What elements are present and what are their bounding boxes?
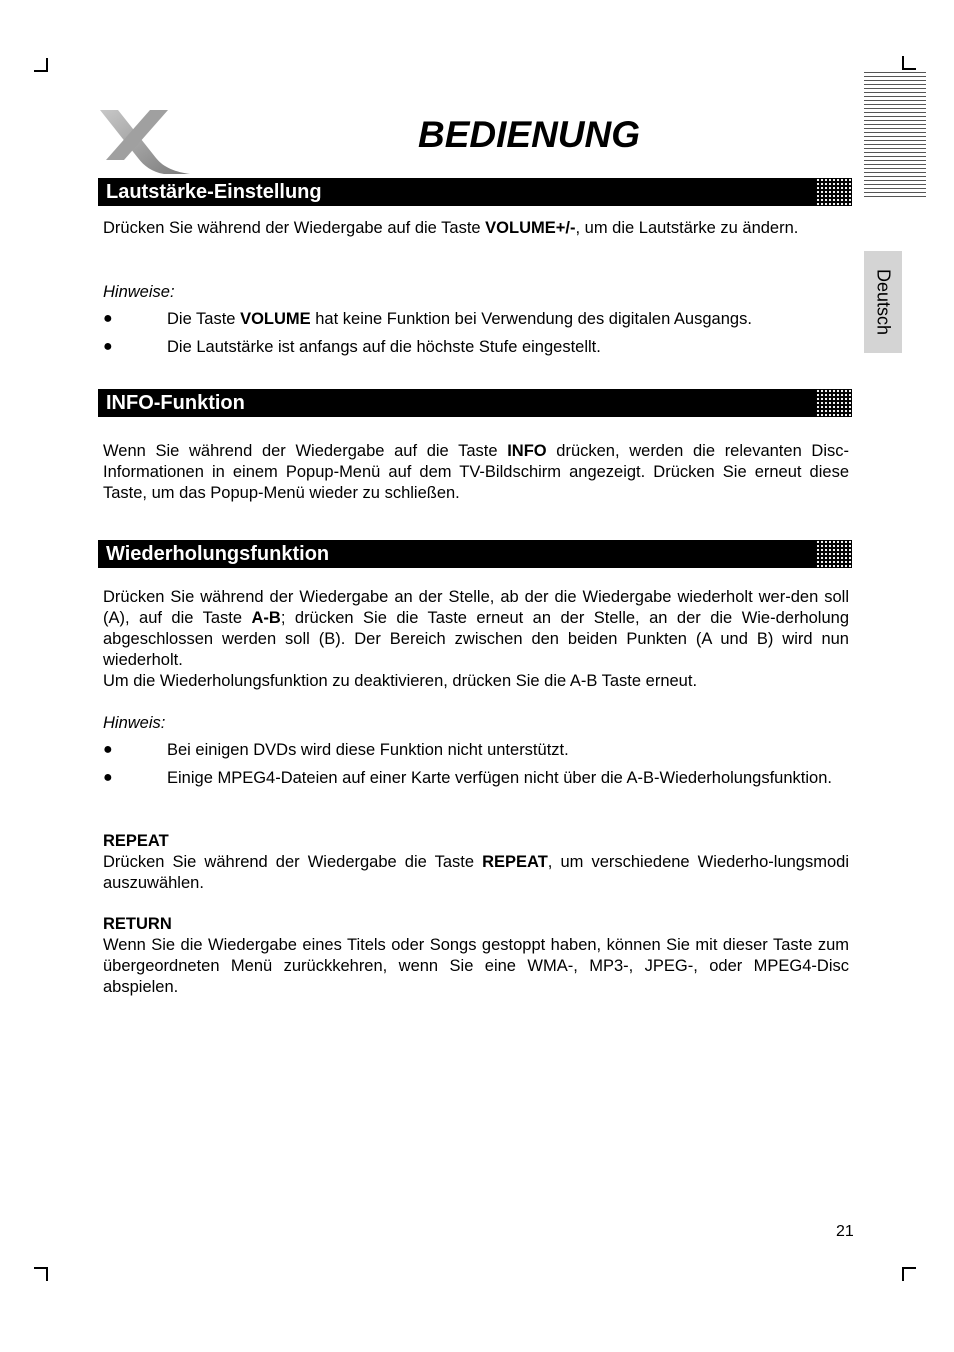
crop-mark-top-right — [902, 56, 916, 70]
return-subheading: RETURN — [103, 915, 172, 933]
section-heading-info — [98, 389, 852, 417]
return-paragraph: Wenn Sie die Wiedergabe eines Titels oder Songs gestoppt haben, können Sie mit dieser Taste zum übergeordneten Menü zurückkehren, wenn Sie eine WMA-, MP3-, JPEG-, oder MPEG4-Disc abspielen. — [103, 936, 849, 996]
list-item: ● Die Taste VOLUME hat keine Funktion bei Verwendung des digitalen Ausgangs. — [103, 310, 752, 328]
list-item: ● Die Lautstärke ist anfangs auf die höchste Stufe eingestellt. — [103, 338, 601, 356]
repeat-function-paragraph: Drücken Sie während der Wiedergabe an der Stelle, ab der die Wiedergabe wiederholt wer-den soll (A), auf die Taste A-B; drücken Sie die Taste erneut an der Stelle, an der die Wie-derholung abgeschlossen werden soll (B). Der Bereich zwischen den beiden Punkten (A und B) wird nun wiederholt. — [103, 588, 850, 669]
hatch-decoration — [816, 540, 852, 568]
crop-mark-bottom-left — [34, 1267, 48, 1281]
language-tab-label: Deutsch — [873, 268, 894, 336]
language-tab — [864, 251, 902, 353]
edge-stripes-decoration — [864, 72, 926, 198]
bullet-icon: ● — [103, 338, 113, 355]
hatch-decoration — [816, 389, 852, 417]
info-paragraph: Wenn Sie während der Wiedergabe auf die Taste INFO drücken, werden die relevanten Disc-Informationen in einem Popup-Menü auf dem TV-Bildschirm angezeigt. Drücken Sie erneut diese Taste, um das Popup-Menü wieder zu schließen. — [103, 442, 849, 502]
section-heading-repeat-function — [98, 540, 852, 568]
section-heading-text: Wiederholungsfunktion — [106, 543, 330, 565]
x-brand-logo-icon — [94, 108, 194, 176]
bullet-icon: ● — [103, 769, 113, 786]
volume-paragraph: Drücken Sie während der Wiedergabe auf die Taste VOLUME+/-, um die Lautstärke zu ändern. — [103, 219, 799, 237]
section-heading-text: INFO-Funktion — [106, 392, 245, 414]
crop-mark-bottom-right — [902, 1267, 916, 1281]
repeat-subheading: REPEAT — [103, 832, 169, 850]
crop-mark-top-left — [34, 58, 48, 72]
hatch-decoration — [816, 178, 852, 206]
section-heading-text: Lautstärke-Einstellung — [106, 181, 322, 203]
list-item: ● Bei einigen DVDs wird diese Funktion nicht unterstützt. — [103, 741, 569, 759]
page-number: 21 — [836, 1223, 854, 1240]
bullet-icon: ● — [103, 310, 113, 327]
page-title: BEDIENUNG — [418, 114, 641, 155]
notes-label: Hinweise: — [103, 283, 175, 301]
section-heading-volume — [98, 178, 852, 206]
notes-label: Hinweis: — [103, 714, 166, 732]
repeat-paragraph: Drücken Sie während der Wiedergabe die Taste REPEAT, um verschiedene Wiederho-lungsmodi auszuwählen. — [103, 853, 849, 892]
list-item: ● Einige MPEG4-Dateien auf einer Karte verfügen nicht über die A-B-Wiederholungsfunktion. — [103, 769, 832, 787]
bullet-icon: ● — [103, 741, 113, 758]
repeat-deactivate-paragraph: Um die Wiederholungsfunktion zu deaktivieren, drücken Sie die A-B Taste erneut. — [103, 672, 698, 690]
